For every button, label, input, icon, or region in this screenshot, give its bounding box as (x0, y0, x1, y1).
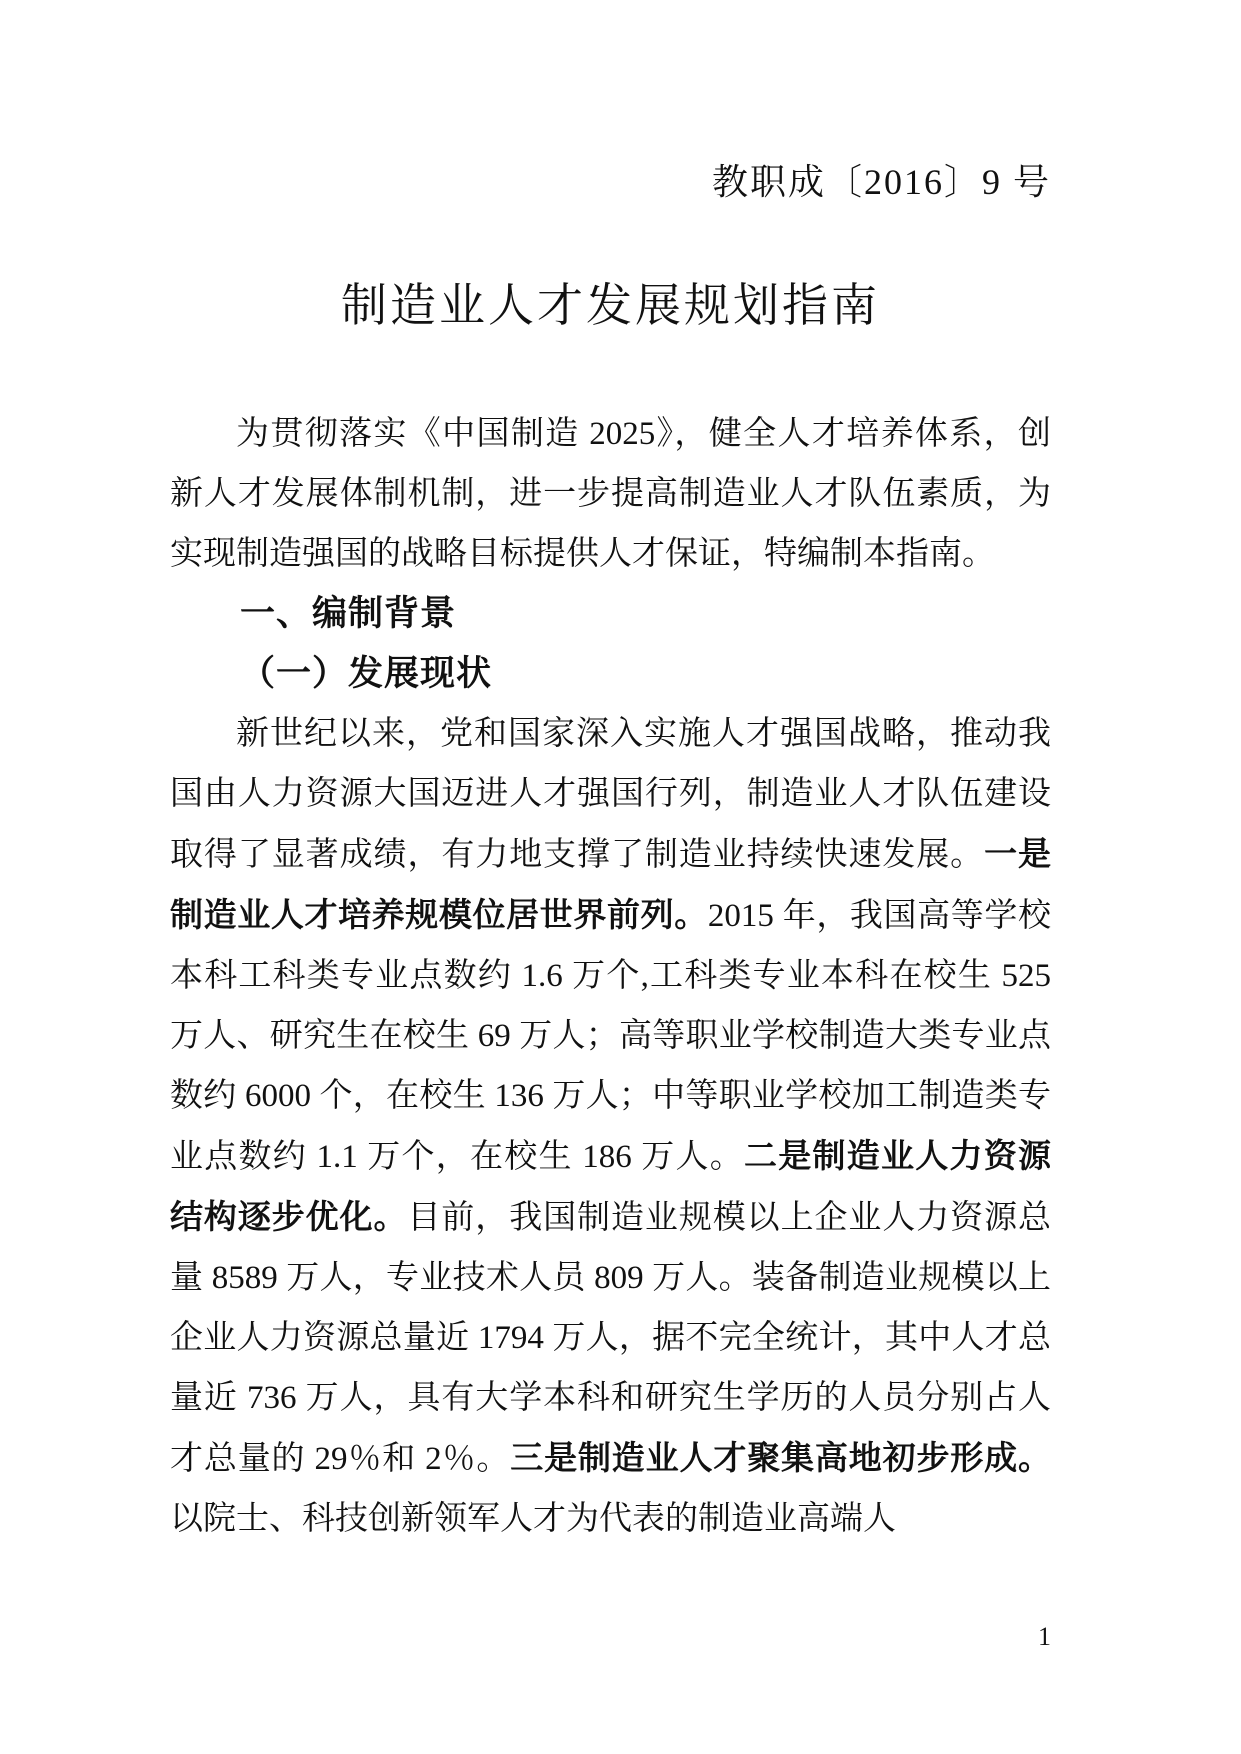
page-content (170, 160, 1051, 1549)
intro-paragraph: 为贯彻落实《中国制造 2025》，健全人才培养体系，创新人才发展体制机制，进一步提高制造业人才队伍素质，为实现制造强国的战略目标提供人才保证，特编制本指南。 (170, 416, 1051, 572)
document-number: 教职成〔2016〕9 号 (711, 162, 1051, 202)
text-run: 新世纪以来，党和国家深入实施人才强国战略，推动我国由人力资源大国迈进人才强国行列，制造业人才队伍建设取得了显著成绩，有力地支撑了制造业持续快速发展。 (170, 716, 1051, 873)
emphasis-run: 三是制造业人才聚集高地初步形成。 (510, 1439, 1052, 1476)
section-heading-background: 一、编制背景 (240, 594, 457, 633)
document-title: 制造业人才发展规划指南 (341, 280, 880, 331)
document-body (170, 404, 1051, 1549)
text-run: 以院士、科技创新领军人才为代表的制造业高端人 (170, 1501, 896, 1537)
page-number: 1 (1038, 1622, 1051, 1651)
emphasis-run: 二是制造业人力资源结构逐步优化。 (170, 1137, 1051, 1235)
text-run: 2015 年，我国高等学校本科工科类专业点数约 1.6 万个,工科类专业本科在校生 525 万人、研究生在校生 69 万人；高等职业学校制造大类专业点数约 6000 个，在校生 136 万人；中等职业学校加工制造类专业点数约 1.1 万个，在校生 186 万人。 (170, 898, 1052, 1175)
subsection-heading-status: （一）发展现状 (240, 654, 493, 693)
text-run: 目前，我国制造业规模以上企业人力资源总量 8589 万人，专业技术人员 809 万人。装备制造业规模以上企业人力资源总量近 1794 万人，据不完全统计，其中人才总量近 736 万人，具有大学本科和研究生学历的人员分别占人才总量的 29％和 2％。 (170, 1200, 1052, 1477)
status-paragraph (170, 704, 1051, 1549)
emphasis-run: 一是制造业人才培养规模位居世界前列。 (170, 835, 1052, 933)
